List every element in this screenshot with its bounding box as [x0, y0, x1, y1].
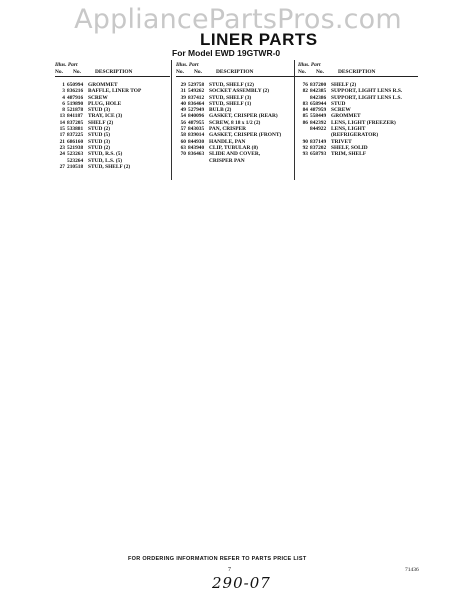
part-description: SUPPORT, LIGHT LENS L.S. — [331, 94, 402, 101]
part-number: 527949 — [188, 107, 205, 114]
part-number: 521878 — [67, 107, 84, 114]
part-description: GASKET, CRISPER (FRONT) — [209, 132, 282, 139]
illus-number: 14 — [59, 119, 65, 126]
column-header — [55, 62, 170, 77]
part-description: STUD (2) — [88, 126, 111, 133]
part-description: SCREW — [331, 107, 351, 114]
table-row — [176, 158, 298, 164]
part-description: SLIDE AND COVER, — [209, 151, 261, 158]
part-description: SCREW, 8 18 x 1/2 (2) — [209, 119, 261, 126]
part-number: 840096 — [188, 113, 205, 120]
illus-number: 63 — [180, 144, 186, 151]
illus-number: 70 — [180, 151, 186, 158]
part-number: 210518 — [67, 163, 84, 170]
illus-number: 15 — [59, 126, 65, 133]
page-subtitle: For Model EWD 19GTWR-0 — [172, 48, 281, 58]
part-description: GROMMET — [331, 113, 361, 120]
part-description: TRIVET — [331, 138, 352, 145]
header-no: No. — [55, 69, 63, 75]
part-description: STUD — [331, 100, 346, 107]
illus-number: 29 — [180, 82, 186, 88]
part-description: SOCKET ASSEMBLY (2) — [209, 88, 270, 95]
column-header — [298, 62, 418, 77]
part-number: 837205 — [67, 119, 84, 126]
header-no: No. — [176, 69, 184, 75]
illus-number: 24 — [59, 151, 65, 158]
part-number: 529758 — [188, 82, 205, 88]
part-description: CRISPER PAN — [209, 157, 245, 164]
document-number: 71436 — [405, 567, 419, 573]
illus-number: 84 — [302, 107, 308, 114]
handwritten-note: 290-07 — [212, 574, 271, 592]
table-row — [298, 151, 418, 157]
illus-number: 92 — [302, 144, 308, 151]
part-number: 523264 — [67, 157, 84, 164]
illus-number: 23 — [59, 144, 65, 151]
header-illus-part: Illus. Part — [176, 62, 199, 68]
illus-number: 82 — [302, 88, 308, 95]
illus-number: 21 — [59, 138, 65, 145]
part-description: GASKET, CRISPER (REAR) — [209, 113, 278, 120]
part-description: PLUG, HOLE — [88, 100, 122, 107]
part-description: SCREW — [88, 94, 108, 101]
part-description: TRIM, SHELF — [331, 151, 367, 158]
part-number: 658944 — [310, 100, 327, 107]
part-number: 837200 — [310, 82, 327, 88]
part-number: 523263 — [67, 151, 84, 158]
part-description: SHELF (2) — [331, 82, 357, 88]
table-row — [55, 164, 170, 170]
illus-number: 13 — [59, 113, 65, 120]
illus-number: 85 — [302, 113, 308, 120]
part-description: LENS, LIGHT — [331, 126, 366, 133]
column-header — [176, 62, 298, 77]
part-number: 533881 — [67, 126, 84, 133]
part-description: HANDLE, PAN — [209, 138, 246, 145]
ordering-note: FOR ORDERING INFORMATION REFER TO PARTS PRICE LIST — [128, 556, 307, 562]
illus-number: 57 — [180, 126, 186, 133]
part-number: 549262 — [188, 88, 205, 95]
header-description: DESCRIPTION — [338, 69, 376, 75]
part-number: 841187 — [67, 113, 83, 120]
part-description: BULB (2) — [209, 107, 232, 114]
header-part-no: No. — [316, 69, 324, 75]
parts-column-2 — [176, 62, 298, 164]
part-number: 842392 — [310, 119, 327, 126]
column-divider — [171, 60, 172, 180]
illus-number: 58 — [180, 132, 186, 139]
header-description: DESCRIPTION — [216, 69, 254, 75]
part-description: STUD, SHELF (12) — [209, 82, 254, 88]
part-description: STUD (3) — [88, 107, 111, 114]
part-description: STUD (5) — [88, 132, 111, 139]
part-number: 658793 — [310, 151, 327, 158]
parts-column-1 — [55, 62, 170, 170]
part-description: PAN, CRISPER — [209, 126, 247, 133]
header-part-no: No. — [73, 69, 81, 75]
part-description: STUD, SHELF (3) — [209, 94, 252, 101]
part-number: 837149 — [310, 138, 327, 145]
illus-number: 49 — [180, 107, 186, 114]
part-description: STUD (2) — [88, 144, 111, 151]
illus-number: 39 — [180, 94, 186, 101]
part-description: STUD, SHELF (2) — [88, 163, 131, 170]
part-description: SUPPORT, LIGHT LENS R.S. — [331, 88, 403, 95]
part-number: 837412 — [188, 94, 205, 101]
illus-number: 83 — [302, 100, 308, 107]
part-number: 650994 — [67, 82, 84, 88]
part-number: 558449 — [310, 113, 327, 120]
part-number: 686160 — [67, 138, 84, 145]
illus-number: 17 — [59, 132, 65, 139]
header-no: No. — [298, 69, 306, 75]
part-number: 839014 — [188, 132, 205, 139]
part-number: 521938 — [67, 144, 84, 151]
part-number: 487955 — [188, 119, 205, 126]
part-number: 836463 — [188, 151, 205, 158]
illus-number: 27 — [59, 163, 65, 170]
illus-number: 56 — [180, 119, 186, 126]
illus-number: 76 — [302, 82, 308, 88]
part-number: 843035 — [188, 126, 205, 133]
header-part-no: No. — [194, 69, 202, 75]
part-description: SHELF, SOLID — [331, 144, 368, 151]
part-number: 836464 — [188, 100, 205, 107]
illus-number: 4 — [62, 94, 65, 101]
watermark: AppliancePartsPros.com — [74, 4, 402, 35]
header-illus-part: Illus. Part — [298, 62, 321, 68]
part-description: STUD, SHELF (1) — [209, 100, 252, 107]
page-title: LINER PARTS — [200, 30, 318, 49]
column-divider — [294, 60, 295, 180]
illus-number: 31 — [180, 88, 186, 95]
parts-column-3 — [298, 62, 418, 158]
part-number: 487916 — [67, 94, 84, 101]
part-number: 844930 — [188, 138, 205, 145]
part-description: TRAY, ICE (3) — [88, 113, 123, 120]
illus-number: 6 — [62, 100, 65, 107]
page-number: 7 — [228, 567, 231, 573]
part-number: 837202 — [310, 144, 327, 151]
part-description: STUD, R.S. (5) — [88, 151, 123, 158]
header-illus-part: Illus. Part — [55, 62, 78, 68]
illus-number: 40 — [180, 100, 186, 107]
part-number: 519890 — [67, 100, 84, 107]
part-number: 842385 — [310, 88, 327, 95]
part-number: 836216 — [67, 88, 84, 95]
part-description: CLIP, TUBULAR (8) — [209, 144, 258, 151]
part-number: 837225 — [67, 132, 84, 139]
header-description: DESCRIPTION — [95, 69, 133, 75]
illus-number: 8 — [62, 107, 65, 114]
part-number: 843940 — [188, 144, 205, 151]
part-description: (REFRIGERATOR) — [331, 132, 379, 139]
part-description: GROMMET — [88, 82, 118, 88]
illus-number: 90 — [302, 138, 308, 145]
part-number: 844922 — [310, 126, 327, 133]
illus-number: 86 — [302, 119, 308, 126]
part-number: 842386 — [310, 94, 327, 101]
part-description: SHELF (2) — [88, 119, 114, 126]
illus-number: 1 — [62, 82, 65, 88]
part-description: BAFFLE, LINER TOP — [88, 88, 142, 95]
illus-number: 93 — [302, 151, 308, 158]
illus-number: 60 — [180, 138, 186, 145]
part-description: STUD, L.S. (5) — [88, 157, 122, 164]
illus-number: 54 — [180, 113, 186, 120]
illus-number: 3 — [62, 88, 65, 95]
part-description: STUD (3) — [88, 138, 111, 145]
part-number: 487959 — [310, 107, 327, 114]
part-description: LENS, LIGHT (FREEZER) — [331, 119, 396, 126]
